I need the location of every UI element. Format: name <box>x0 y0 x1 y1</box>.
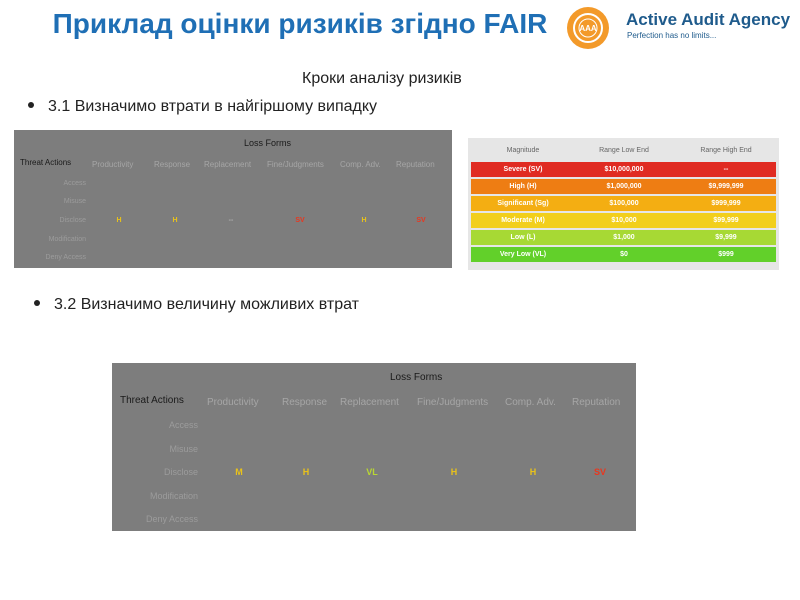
magnitude-label: Low (L) <box>510 234 536 241</box>
range-high-value: $9,999 <box>715 234 737 241</box>
bullet-dot <box>28 102 34 108</box>
range-low-value: $1,000 <box>613 234 635 241</box>
slide-title: Приклад оцінки ризиків згідно FAIR <box>52 8 548 39</box>
disclose-comp-adv-value: H <box>529 467 537 477</box>
column-header-comp-adv: Comp. Adv. <box>340 160 381 169</box>
row-label-access: Access <box>63 180 86 187</box>
disclose-fine-judgments-value: H <box>450 467 458 477</box>
header-range-high: Range High End <box>700 147 752 154</box>
row-label-deny-access: Deny Access <box>45 254 86 261</box>
disclose-replacement-value: -- <box>228 217 234 224</box>
loss-forms-matrix-magnitude <box>112 363 636 531</box>
column-header-reputation: Reputation <box>572 397 621 408</box>
column-header-fine-judgments: Fine/Judgments <box>267 160 324 169</box>
disclose-productivity-value: H <box>116 217 122 224</box>
disclose-response-value: H <box>302 467 310 477</box>
magnitude-row-significant <box>471 196 776 211</box>
agency-logo <box>566 6 610 50</box>
bullet-dot <box>34 300 40 306</box>
disclose-comp-adv-value: H <box>361 217 367 224</box>
column-header-response: Response <box>282 397 328 408</box>
disclose-productivity-value: M <box>235 467 243 477</box>
column-header-productivity: Productivity <box>207 397 259 408</box>
header-range-low: Range Low End <box>599 147 649 154</box>
row-label-modification: Modification <box>48 236 86 243</box>
row-label-disclose: Disclose <box>163 467 198 477</box>
row-label-modification: Modification <box>149 491 198 501</box>
matrix-corner-label: Threat Actions <box>20 158 72 167</box>
header-magnitude: Magnitude <box>506 147 540 154</box>
range-low-value: $100,000 <box>609 200 639 207</box>
range-low-value: $1,000,000 <box>606 183 642 190</box>
range-low-value: $0 <box>620 251 628 258</box>
magnitude-label: Significant (Sg) <box>497 200 549 207</box>
bullet-worst-case <box>28 98 377 116</box>
row-label-deny-access: Deny Access <box>145 514 198 524</box>
brand-tagline: Perfection has no limits... <box>627 31 717 40</box>
magnitude-row-severe <box>471 162 776 177</box>
range-high-value: $99,999 <box>713 217 739 224</box>
brand-name: Active Audit Agency <box>626 10 791 29</box>
disclose-replacement-value: VL <box>366 467 378 477</box>
magnitude-label: Moderate (M) <box>501 217 545 224</box>
range-low-value: $10,000 <box>611 217 637 224</box>
range-high-value: $9,999,999 <box>708 183 744 190</box>
magnitude-row-high <box>471 179 776 194</box>
magnitude-row-moderate <box>471 213 776 228</box>
column-header-productivity: Productivity <box>92 160 134 169</box>
column-header-replacement: Replacement <box>204 160 252 169</box>
row-label-misuse: Misuse <box>63 198 86 205</box>
row-label-disclose: Disclose <box>59 217 86 224</box>
matrix-title: Loss Forms <box>244 138 292 148</box>
range-high-value: $999,999 <box>711 200 741 207</box>
column-header-comp-adv: Comp. Adv. <box>505 397 556 408</box>
disclose-reputation-value: SV <box>593 467 606 477</box>
magnitude-range-table <box>468 138 779 270</box>
disclose-response-value: H <box>172 217 178 224</box>
matrix-title: Loss Forms <box>390 372 443 383</box>
slide-subtitle: Кроки аналізу ризиків <box>302 70 462 87</box>
column-header-reputation: Reputation <box>396 160 435 169</box>
bullet-loss-magnitude <box>34 296 359 314</box>
logo-text: AAA <box>579 24 597 33</box>
range-low-value: $10,000,000 <box>604 166 644 173</box>
range-high-value: -- <box>723 166 729 173</box>
range-high-value: $999 <box>718 251 734 258</box>
column-header-fine-judgments: Fine/Judgments <box>417 397 489 408</box>
row-label-misuse: Misuse <box>169 444 198 454</box>
column-header-replacement: Replacement <box>340 397 399 408</box>
loss-forms-matrix-worst-case <box>14 130 452 268</box>
matrix-corner-label: Threat Actions <box>120 395 184 406</box>
magnitude-label: Very Low (VL) <box>499 251 547 258</box>
magnitude-row-low <box>471 230 776 245</box>
disclose-reputation-value: SV <box>416 217 426 224</box>
bullet-text: 3.2 Визначимо величину можливих втрат <box>54 296 359 313</box>
magnitude-label: Severe (SV) <box>503 166 543 173</box>
disclose-fine-judgments-value: SV <box>295 217 305 224</box>
bullet-text: 3.1 Визначимо втрати в найгіршому випадку <box>48 98 378 115</box>
column-header-response: Response <box>154 160 191 169</box>
row-label-access: Access <box>168 420 198 430</box>
magnitude-label: High (H) <box>509 183 537 190</box>
magnitude-row-very-low <box>471 247 776 262</box>
magnitude-table-header <box>471 143 776 159</box>
